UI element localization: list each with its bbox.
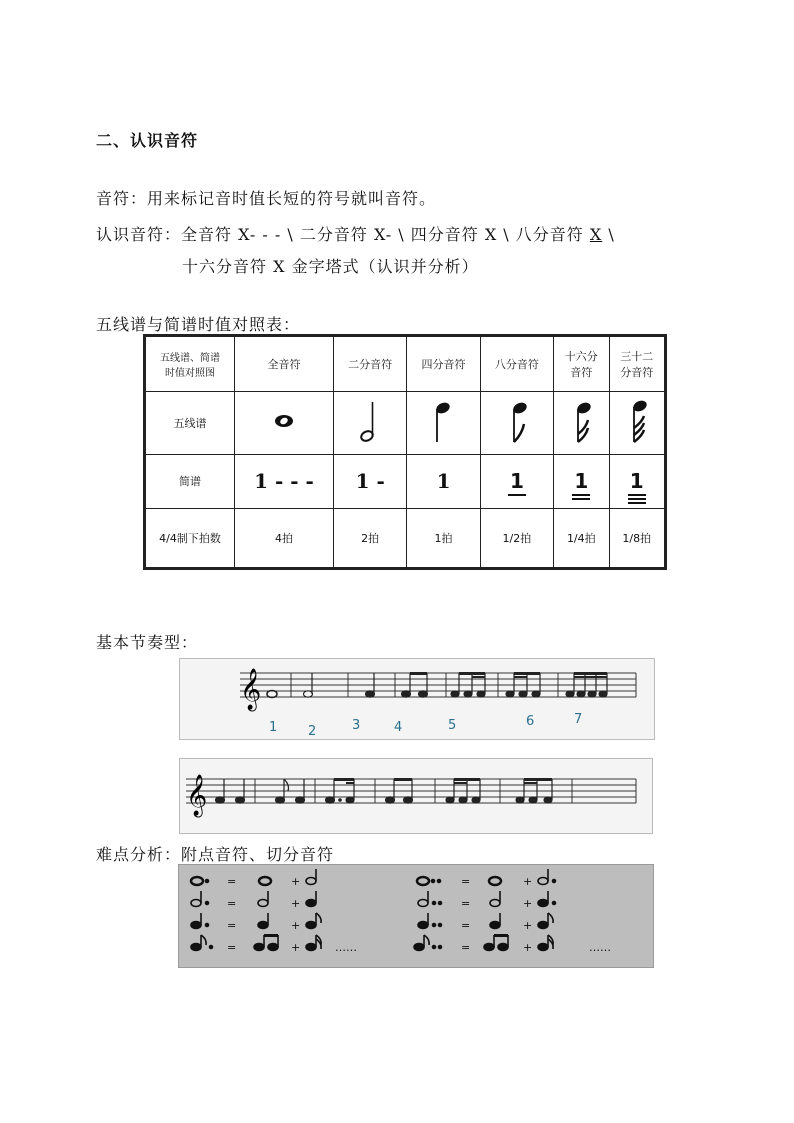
recognize-line-2 (182, 254, 479, 277)
comparison-table (143, 334, 667, 570)
jianpu-eighth: 1 (480, 454, 553, 509)
header-thirtysecond: 三十二 分音符 (609, 337, 664, 392)
header-half: 二分音符 (334, 337, 407, 392)
svg-text:+: + (291, 919, 301, 932)
sixteenth-x: X (273, 257, 286, 276)
dotted-notes-panel (178, 864, 654, 968)
svg-text:+: + (291, 897, 301, 910)
rhythm-staff-1 (179, 658, 655, 740)
beats-sixteenth: 1/4拍 (554, 509, 609, 568)
section-heading: 二、认识音符 (96, 131, 199, 150)
svg-text:+: + (523, 897, 533, 910)
svg-text:=: = (461, 897, 471, 910)
row-label-staff: 五线谱 (146, 391, 235, 454)
definition-text: 音符：用来标记音时值长短的符号就叫音符。 (96, 189, 437, 208)
continuation-dots-left: …… (335, 941, 357, 954)
svg-text:+: + (291, 941, 301, 954)
jianpu-sixteenth: 1 (554, 454, 609, 509)
header-eighth: 八分音符 (480, 337, 553, 392)
treble-clef-icon: 𝄞 (240, 669, 262, 710)
half-note-icon (334, 391, 407, 454)
rhythm-number-1: 1 (269, 720, 278, 735)
sixteenth-note-icon (554, 391, 609, 454)
rhythm-staff-2 (179, 758, 653, 834)
svg-text:=: = (227, 919, 237, 932)
recognize-lead: 认识音符：全音符 X- - - \ 二分音符 X- \ 四分音符 X \ 八分音符 (96, 225, 590, 244)
beats-eighth: 1/2拍 (480, 509, 553, 568)
rhythm-number-4: 4 (394, 720, 403, 735)
svg-text:=: = (461, 941, 471, 954)
staff-2-graphic (180, 759, 652, 833)
header-quarter: 四分音符 (407, 337, 480, 392)
row-label-jianpu: 简谱 (146, 454, 235, 509)
svg-text:=: = (227, 875, 237, 888)
rhythm-number-5: 5 (448, 718, 457, 733)
rhythm-title: 基本节奏型： (96, 633, 199, 652)
jianpu-thirtysecond: 1 (609, 454, 664, 509)
dotted-notes-graphic (179, 865, 653, 967)
eighth-x: X (589, 225, 603, 244)
rhythm-number-6: 6 (526, 714, 535, 729)
header-sixteenth: 十六分 音符 (554, 337, 609, 392)
recognize-tail: \ (602, 225, 615, 244)
svg-text:+: + (291, 875, 301, 888)
svg-text:=: = (227, 897, 237, 910)
staff-1-graphic (180, 659, 654, 739)
recognize-line2-tail: 金字塔式（认识并分析） (285, 257, 479, 276)
rhythm-number-2: 2 (308, 724, 317, 739)
treble-clef-icon-2: 𝄞 (186, 775, 208, 816)
svg-text:+: + (523, 875, 533, 888)
beats-quarter: 1拍 (407, 509, 480, 568)
eighth-note-icon (480, 391, 553, 454)
table-title: 五线谱与简谱时值对照表： (96, 315, 301, 334)
jianpu-quarter: 1 (407, 454, 480, 509)
svg-text:=: = (461, 875, 471, 888)
continuation-dots-right: …… (589, 941, 611, 954)
beats-thirtysecond: 1/8拍 (609, 509, 664, 568)
jianpu-whole: 1 - - - (235, 454, 334, 509)
recognize-line2-lead: 十六分音符 (182, 257, 274, 276)
thirtysecond-note-icon (609, 391, 664, 454)
svg-text:=: = (227, 941, 237, 954)
svg-text:=: = (461, 919, 471, 932)
beats-whole: 4拍 (235, 509, 334, 568)
beats-half: 2拍 (334, 509, 407, 568)
rhythm-number-3: 3 (352, 718, 361, 733)
row-label-beats: 4/4制下拍数 (146, 509, 235, 568)
header-whole: 全音符 (235, 337, 334, 392)
whole-note-icon (235, 391, 334, 454)
difficulty-title: 难点分析：附点音符、切分音符 (96, 845, 335, 864)
svg-text:+: + (523, 919, 533, 932)
quarter-note-icon (407, 391, 480, 454)
recognize-line-1 (96, 222, 615, 245)
table-corner: 五线谱、简谱 时值对照图 (146, 337, 235, 392)
rhythm-number-7: 7 (574, 712, 583, 727)
svg-text:+: + (523, 941, 533, 954)
jianpu-half: 1 - (334, 454, 407, 509)
